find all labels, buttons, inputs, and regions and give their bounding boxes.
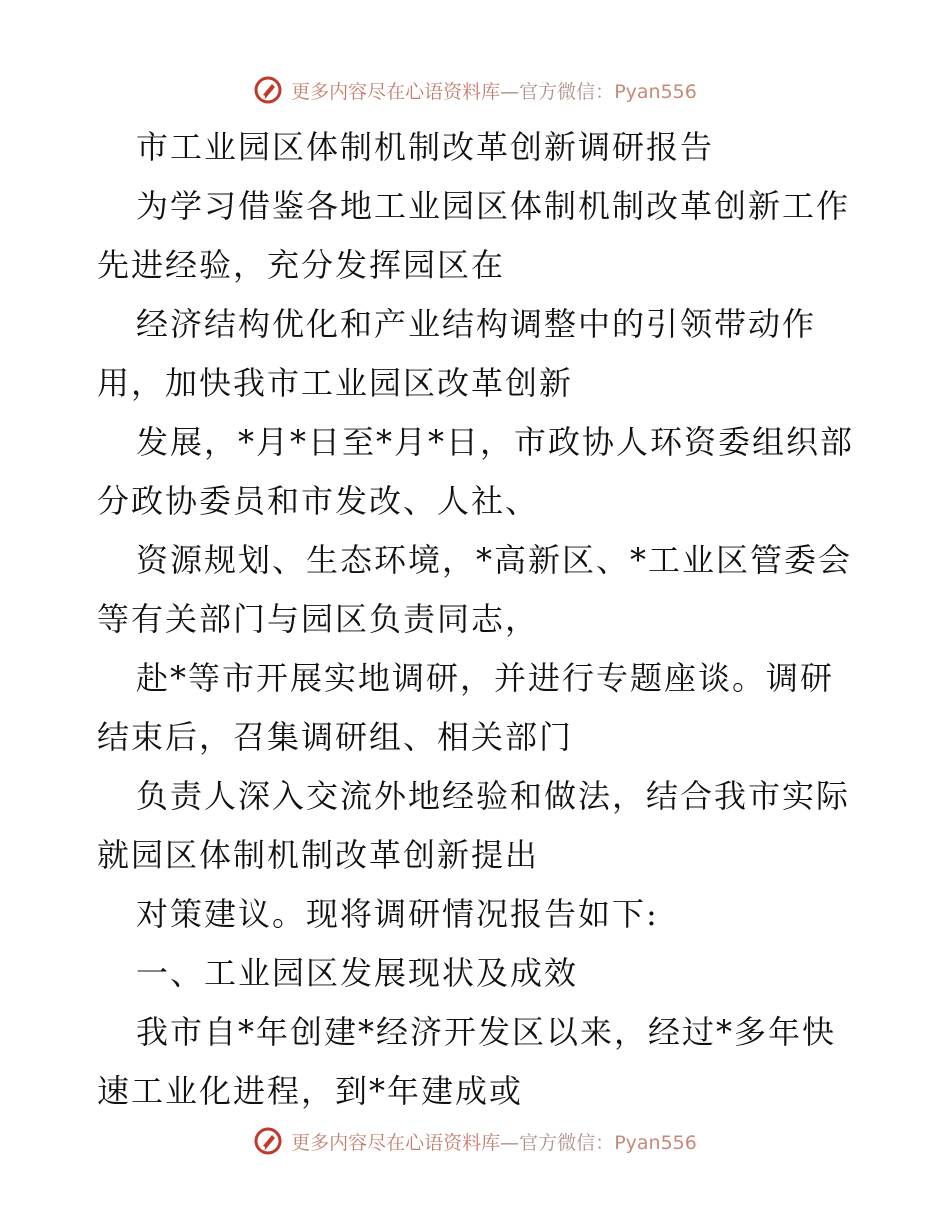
paragraph-line: 用，加快我市工业园区改革创新: [97, 364, 574, 402]
paragraph-line: 就园区体制机制改革创新提出: [97, 836, 540, 874]
paragraph-line: 发展，*月*日至*月*日，市政协人环资委组织部: [136, 423, 855, 461]
watermark-account: Pyan556: [614, 1131, 697, 1154]
watermark-separator: —官方微信：: [500, 80, 615, 103]
watermark-separator: —官方微信：: [500, 1131, 615, 1154]
paragraph-line: 等有关部门与园区负责同志，: [97, 600, 540, 638]
doc-title: 市工业园区体制机制改革创新调研报告: [136, 128, 715, 166]
paragraph-line: 分政协委员和市发改、人社、: [97, 482, 540, 520]
watermark-text: [291, 1128, 697, 1155]
paragraph-line: 赴*等市开展实地调研，并进行专题座谈。调研: [136, 659, 835, 697]
paragraph-line: 负责人深入交流外地经验和做法，结合我市实际: [136, 777, 851, 815]
paragraph-line: 对策建议。现将调研情况报告如下:: [136, 895, 659, 933]
section-heading: 一、工业园区发展现状及成效: [136, 954, 579, 992]
watermark-account: Pyan556: [614, 80, 697, 103]
paragraph-line: 速工业化进程，到*年建成或: [97, 1072, 524, 1110]
watermark-main: 更多内容尽在心语资料库: [291, 80, 501, 103]
paragraph-line: 结束后，召集调研组、相关部门: [97, 718, 574, 756]
pen-seal-icon: [253, 1126, 283, 1156]
watermark-bottom: [0, 1121, 950, 1161]
paragraph-line: 为学习借鉴各地工业园区体制机制改革创新工作: [136, 187, 851, 225]
pen-seal-icon: [253, 75, 283, 105]
watermark-top: [0, 70, 950, 110]
watermark-main: 更多内容尽在心语资料库: [291, 1131, 501, 1154]
paragraph-line: 经济结构优化和产业结构调整中的引领带动作: [136, 305, 817, 343]
paragraph-line: 我市自*年创建*经济开发区以来，经过*多年快: [136, 1013, 837, 1051]
watermark-text: [291, 77, 697, 104]
paragraph-line: 先进经验，充分发挥园区在: [97, 246, 506, 284]
paragraph-line: 资源规划、生态环境，*高新区、*工业区管委会: [136, 541, 853, 579]
